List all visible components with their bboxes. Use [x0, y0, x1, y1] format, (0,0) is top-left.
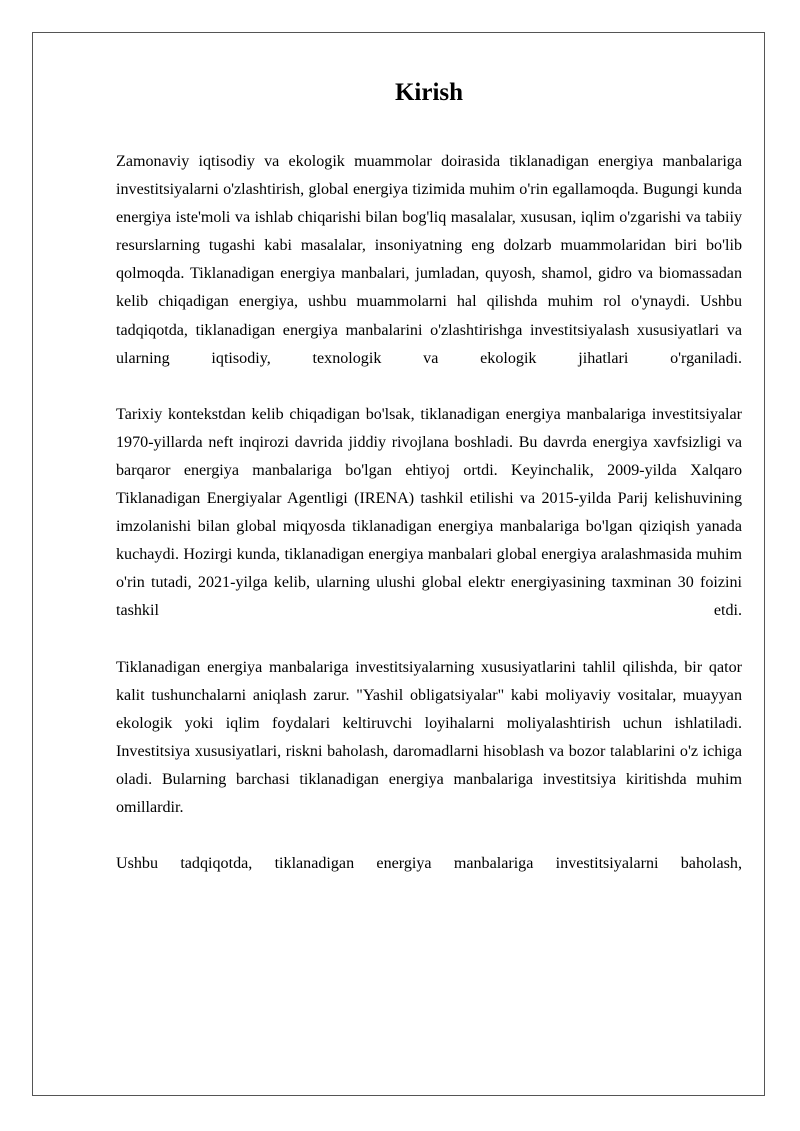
document-title: Kirish	[394, 79, 464, 106]
paragraph-4: Ushbu tadqiqotda, tiklanadigan energiya manbalariga investitsiyalarni baholash,	[116, 855, 742, 873]
paragraph-3: Tiklanadigan energiya manbalariga investitsiyalarning xususiyatlarini tahlil qilishda, bir qator kalit tushunchalarni aniqlash zarur. "Yashil obligatsiyalar" kabi moliyaviy vositalar, muayyan ekologik yoki iqlim foydalari keltiruvchi loyihalarni moliyalashtirish uchun ishlatiladi. Investitsiya xususiyatlari, riskni baholash, daromadlarni hisoblash va bozor talablarini o'z ichiga oladi. Bularning barchasi tiklanadigan energiya manbalariga investitsiya kiritishda muhim omillardir.	[116, 658, 742, 816]
paragraph-1: Zamonaviy iqtisodiy va ekologik muammolar doirasida tiklanadigan energiya manbalariga investitsiyalarni o'zlashtirish, global energiya tizimida muhim o'rin egallamoqda. Bugungi kunda energiya iste'moli va ishlab chiqarishi bilan bog'liq masalalar, xususan, iqlim o'zgarishi va tabiiy resurslarning tugashi kabi masalalar, insoniyatning eng dolzarb muammolaridan biri bo'lib qolmoqda. Tiklanadigan energiya manbalari, jumladan, quyosh, shamol, gidro va biomassadan kelib chiqadigan energiya, ushbu muammolarni hal qilishda muhim rol o'ynaydi. Ushbu tadqiqotda, tiklanadigan energiya manbalarini o'zlashtirishga investitsiyalash xususiyatlari va ularning iqtisodiy, texnologik va ekologik jihatlari o'rganiladi.	[116, 153, 742, 367]
paragraph-2: Tarixiy kontekstdan kelib chiqadigan bo'lsak, tiklanadigan energiya manbalariga investitsiyalar 1970-yillarda neft inqirozi davrida jiddiy rivojlana boshladi. Bu davrda energiya xavfsizligi va barqaror energiya manbalariga bo'lgan ehtiyoj ortdi. Keyinchalik, 2009-yilda Xalqaro Tiklanadigan Energiyalar Agentligi (IRENA) tashkil etilishi va 2015-yilda Parij kelishuvining imzolanishi bilan global miqyosda tiklanadigan energiya manbalariga bo'lgan qiziqish yanada kuchaydi. Hozirgi kunda, tiklanadigan energiya manbalari global energiya aralashmasida muhim o'rin tutadi, 2021-yilga kelib, ularning ulushi global elektr energiyasining taxminan 30 foizini tashkil etdi.	[116, 405, 742, 620]
document-body	[116, 74, 742, 878]
